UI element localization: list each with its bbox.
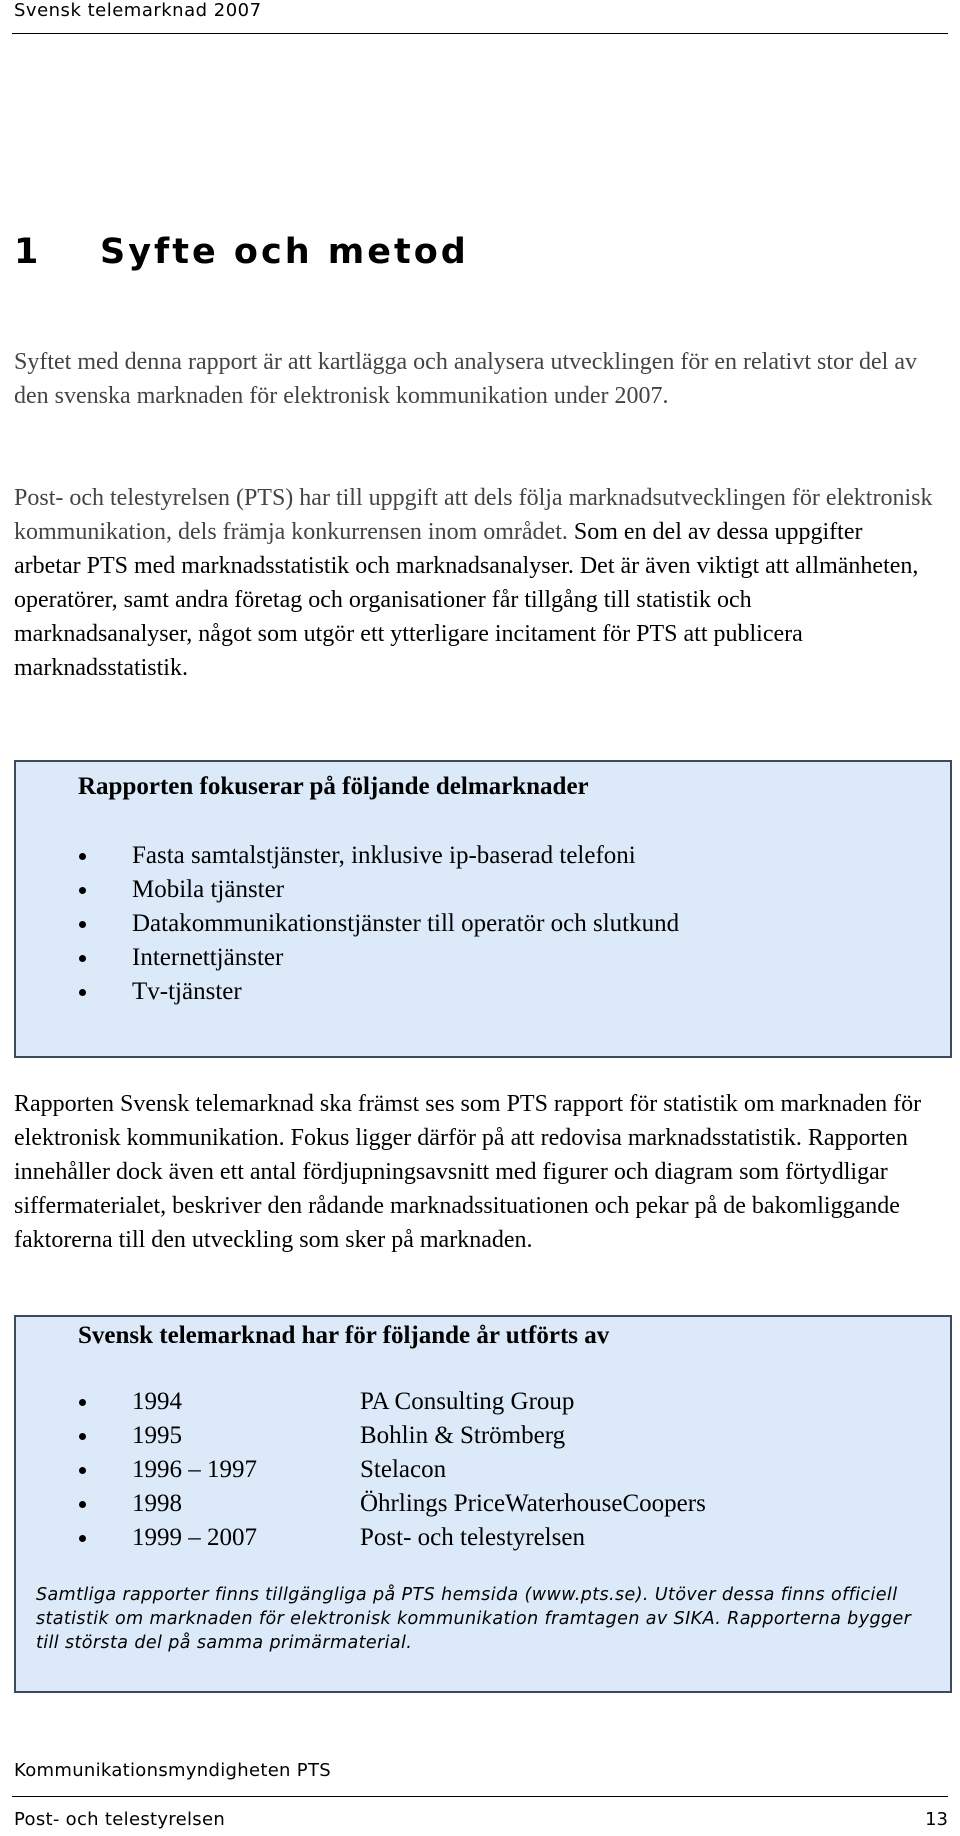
footer-rule: [12, 1796, 948, 1797]
history-years: 1999 – 2007: [132, 1524, 257, 1551]
history-box: [14, 1315, 952, 1693]
history-list: [78, 1385, 706, 1555]
focus-box: [14, 760, 952, 1058]
history-author: Bohlin & Strömberg: [360, 1422, 566, 1449]
list-item: Internettjänster: [78, 941, 679, 975]
history-box-note: Samtliga rapporter finns tillgängliga på PTS hemsida (www.pts.se). Utöver dessa finns officiell statistik om marknaden för elektronisk kommunikation framtagen av SIKA. Rapporterna bygger till största del på samma primärmaterial.: [36, 1585, 912, 1653]
bullet-icon: [79, 853, 86, 860]
history-row: [78, 1487, 706, 1521]
list-item: Mobila tjänster: [78, 873, 679, 907]
history-author: Post- och telestyrelsen: [360, 1524, 585, 1551]
page-number: 13: [925, 1809, 948, 1830]
focus-box-heading: Rapporten fokuserar på följande delmarknader: [78, 773, 589, 800]
history-row: [78, 1521, 706, 1555]
paragraph-pts-role-rest: Som en del av dessa uppgifter arbetar PTS med marknadsstatistik och marknadsanalyser. Det är även viktigt att allmänheten, operatörer, samt andra företag och organisationer får tillgång till statistik och marknadsanalyser, något som utgör ett ytterligare incitament för PTS att publicera marknadsstatistik.: [14, 519, 919, 681]
history-row: [78, 1453, 706, 1487]
history-years: 1995: [132, 1422, 182, 1449]
history-author: Öhrlings PriceWaterhouseCoopers: [360, 1490, 706, 1517]
bullet-icon: [79, 989, 86, 996]
paragraph-pts-role: [14, 481, 934, 685]
list-item: Tv-tjänster: [78, 975, 679, 1009]
history-row: [78, 1419, 706, 1453]
paragraph-purpose: Syftet med denna rapport är att kartlägga och analysera utvecklingen för en relativt stor del av den svenska marknaden för elektronisk kommunikation under 2007.: [14, 349, 917, 409]
history-box-heading: Svensk telemarknad har för följande år utförts av: [78, 1322, 610, 1349]
bullet-icon: [79, 1501, 86, 1508]
focus-list: [78, 839, 679, 1009]
history-years: 1996 – 1997: [132, 1456, 257, 1483]
header-rule: [12, 33, 948, 34]
history-years: 1994: [132, 1388, 182, 1415]
history-years: 1998: [132, 1490, 182, 1517]
list-item: Datakommunikationstjänster till operatör och slutkund: [78, 907, 679, 941]
bullet-icon: [79, 1467, 86, 1474]
bullet-icon: [79, 1433, 86, 1440]
paragraph-report-description: Rapporten Svensk telemarknad ska främst ses som PTS rapport för statistik om marknaden för elektronisk kommunikation. Fokus ligger därför på att redovisa marknadsstatistik. Rapporten innehåller dock även ett antal fördjupningsavsnitt med figurer och diagram som förtydligar siffermaterialet, beskriver den rådande marknadssituationen och pekar på de bakomliggande faktorerna till den utveckling som sker på marknaden.: [14, 1091, 922, 1253]
history-row: [78, 1385, 706, 1419]
running-header: Svensk telemarknad 2007: [14, 0, 262, 21]
chapter-title-text: Syfte och metod: [100, 232, 469, 272]
footer-publisher: Post- och telestyrelsen: [14, 1809, 226, 1830]
history-author: Stelacon: [360, 1456, 447, 1483]
list-item: Fasta samtalstjänster, inklusive ip-baserad telefoni: [78, 839, 679, 873]
bullet-icon: [79, 955, 86, 962]
footer-organization: Kommunikationsmyndigheten PTS: [14, 1760, 331, 1781]
bullet-icon: [79, 1535, 86, 1542]
chapter-number: 1: [14, 232, 42, 272]
chapter-title: [14, 232, 469, 272]
history-author: PA Consulting Group: [360, 1388, 575, 1415]
paragraph-pts-role-first: Post- och telestyrelsen (PTS) har till uppgift att dels följa marknadsutvecklingen för elektronisk kommunikation, dels främja konkurrensen inom området.: [14, 485, 933, 545]
bullet-icon: [79, 887, 86, 894]
bullet-icon: [79, 1399, 86, 1406]
bullet-icon: [79, 921, 86, 928]
